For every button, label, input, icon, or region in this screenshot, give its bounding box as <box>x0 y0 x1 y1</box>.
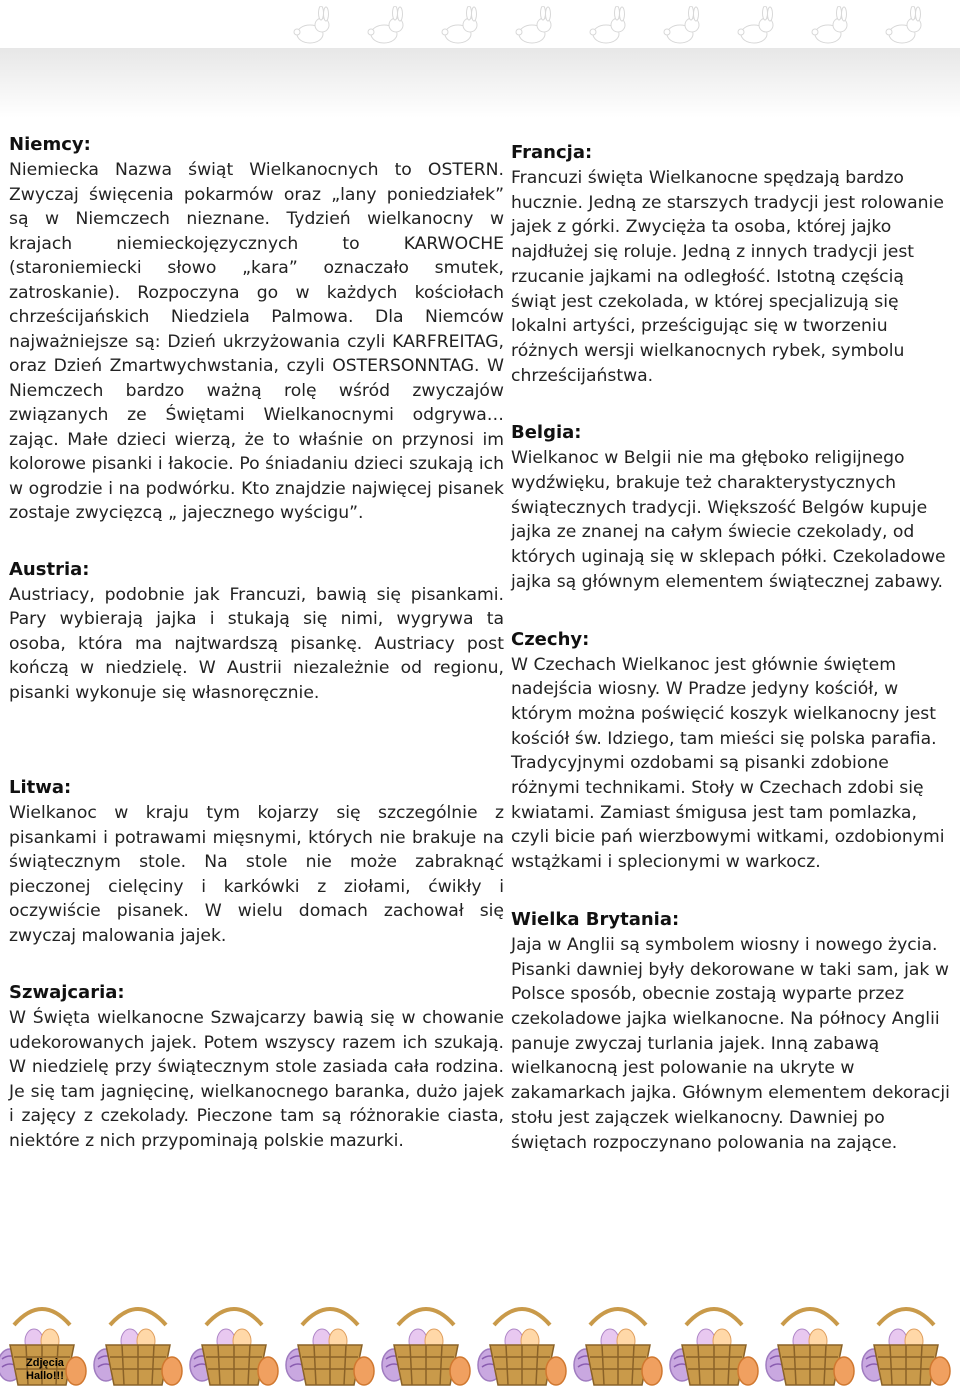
heading-francja: Francja: <box>511 142 593 163</box>
left-column <box>9 128 504 1153</box>
bunny-silhouette-icon <box>734 6 778 48</box>
easter-basket-icon <box>664 1295 760 1387</box>
heading-belgia: Belgia: <box>511 422 582 444</box>
section-francja <box>511 142 951 388</box>
text-francja: Francuzi święta Wielkanocne spędzają bardzo hucznie. Jedną ze starszych tradycji jest rolowanie jajek z górki. Zwycięża ta osoba, której jajko najdłużej się roluje. Jedną z innych tradycji jest rzucanie jajkami na odległość. Istotną częścią świąt jest czekolada, w której specjalizują się lokalni artyści, prześcigując się w tworzeniu różnych wersji wielkanocnych rybek, symbolu chrześcijaństwa. <box>511 168 944 386</box>
bunny-silhouette-icon <box>660 6 704 48</box>
text-litwa: Wielkanoc w kraju tym kojarzy się szczególnie z pisankami i potrawami mięsnymi, których nie brakuje na świątecznym stole. Na stole nie może zabraknąć pieczonej cielęciny i karkówki z ziołami, ćwikły i oczywiście pisanek. W wielu domach zachował się zwyczaj malowania jajek. <box>9 803 504 946</box>
heading-szwajcaria: Szwajcaria: <box>9 982 125 1003</box>
top-gradient <box>0 48 960 118</box>
easter-basket-icon <box>88 1295 184 1387</box>
easter-basket-icon <box>568 1295 664 1387</box>
bunny-silhouette-icon <box>290 6 334 48</box>
text-austria: Austriacy, podobnie jak Francuzi, bawią się pisankami. Pary wybierają jajka i stukają się nimi, wygrywa ta osoba, która ma najtwardszą pisankę. Austriacy post kończą w niedzielę. W Austrii niezależnie od regionu, pisanki wykonuje się własnoręcznie. <box>9 584 504 703</box>
caption-line-1: Zdjęcia <box>26 1357 64 1369</box>
bottom-caption <box>26 1357 64 1383</box>
heading-czechy: Czechy: <box>511 628 590 650</box>
easter-basket-icon <box>472 1295 568 1387</box>
text-wielka-brytania: Jaja w Anglii są symbolem wiosny i nowego życia. Pisanki dawniej były dekorowane w taki sam, jak w Polsce sposób, obecnie zostają wyparte przez czekoladowe jajka wielkanocne. Na północy Anglii panuje zwyczaj turlania jajek. Inną zabawą wielkanocną jest polowanie na ukryte w zakamarkach jajka. Głównym elementem dekoracji stołu jest zajączek wielkanocny. Dawniej po świętach rozpoczynano polowania na zające. <box>511 934 950 1153</box>
easter-basket-icon <box>184 1295 280 1387</box>
bunny-silhouette-icon <box>808 6 852 48</box>
bunny-silhouette-icon <box>438 6 482 48</box>
bunny-silhouette-icon <box>882 6 926 48</box>
heading-niemcy: Niemcy: <box>9 134 91 155</box>
easter-basket-icon <box>376 1295 472 1387</box>
bunny-silhouette-icon <box>364 6 408 48</box>
heading-litwa: Litwa: <box>9 777 72 798</box>
section-austria <box>9 559 504 706</box>
bunny-row <box>290 6 960 50</box>
text-niemcy: Niemiecka Nazwa świąt Wielkanocnych to OSTERN. Zwyczaj święcenia pokarmów oraz „lany poniedziałek” są w Niemczech nieznane. Tydzień wielkanocny w krajach niemieckojęzycznych to KARWOCHE (staroniemiecki słowo „kara” oznaczało smutek, zatroskanie). Rozpoczyna go w każdych kościołach chrześcijańskich Niedziela Palmowa. Dla Niemców najważniejsze są: Dzień ukrzyżowania czyli KARFREITAG, oraz Dzień Zmartwychwstania, czyli OSTERSONNTAG. W Niemczech bardzo ważną rolę wśród zwyczajów związanych ze Świętami Wielkanocnymi odgrywa… zając. Małe dzieci wierzą, że to właśnie on przynosi im kolorowe pisanki i łakocie. Po śniadaniu dzieci szukają ich w ogrodzie i na podwórku. Kto znajdzie najwięcej pisanek zostaje zwycięzcą „ jajecznego wyścigu”. <box>9 160 504 523</box>
bunny-silhouette-icon <box>512 6 556 48</box>
caption-line-2: Hallo!!! <box>26 1370 64 1382</box>
text-belgia: Wielkanoc w Belgii nie ma głęboko religijnego wydźwięku, brakuje też charakterystycznych świątecznych tradycji. Większość Belgów kupuje jajka ze znanej na całym świecie czekolady, od których uginają się w sklepach półki. Czekoladowe jajka są głównym elementem świątecznej zabawy. <box>511 448 946 592</box>
top-decorative-border <box>0 0 960 118</box>
section-szwajcaria <box>9 982 504 1153</box>
text-czechy: W Czechach Wielkanoc jest głównie świętem nadejścia wiosny. W Pradze jedyny kościół, w którym można poświęcić koszyk wielkanocny jest kościół św. Idziego, tam mieści się polska parafia. Tradycyjnymi ozdobami są pisanki zdobione różnymi technikami. Stoły w Czechach zdobi się kwiatami. Zamiast śmigusa jest tam pomlazka, czyli bicie pań wierzbowymi witkami, ozdobionymi wstążkami i splecionymi w warkocz. <box>511 654 945 873</box>
heading-austria: Austria: <box>9 558 90 580</box>
section-czechy <box>511 629 951 875</box>
easter-basket-icon <box>760 1295 856 1387</box>
right-column <box>511 142 951 1155</box>
bottom-decorative-border <box>0 1295 960 1387</box>
easter-basket-icon <box>856 1295 952 1387</box>
easter-basket-icon <box>280 1295 376 1387</box>
section-belgia <box>511 422 951 594</box>
section-litwa <box>9 777 504 948</box>
section-niemcy <box>9 134 504 526</box>
text-szwajcaria: W Święta wielkanocne Szwajcarzy bawią się w chowanie udekorowanych jajek. Potem wszyscy razem ich szukają. W niedzielę przy świątecznym stole zasiada cała rodzina. Je się tam jagnięcinę, wielkanocnego baranka, dużo jajek i zajęcy z czekolady. Pieczone tam są różnorakie ciasta, niektóre z nich przypominają polskie mazurki. <box>9 1008 504 1151</box>
bunny-silhouette-icon <box>586 6 630 48</box>
section-wielka-brytania <box>511 909 951 1155</box>
heading-wielka-brytania: Wielka Brytania: <box>511 908 680 930</box>
